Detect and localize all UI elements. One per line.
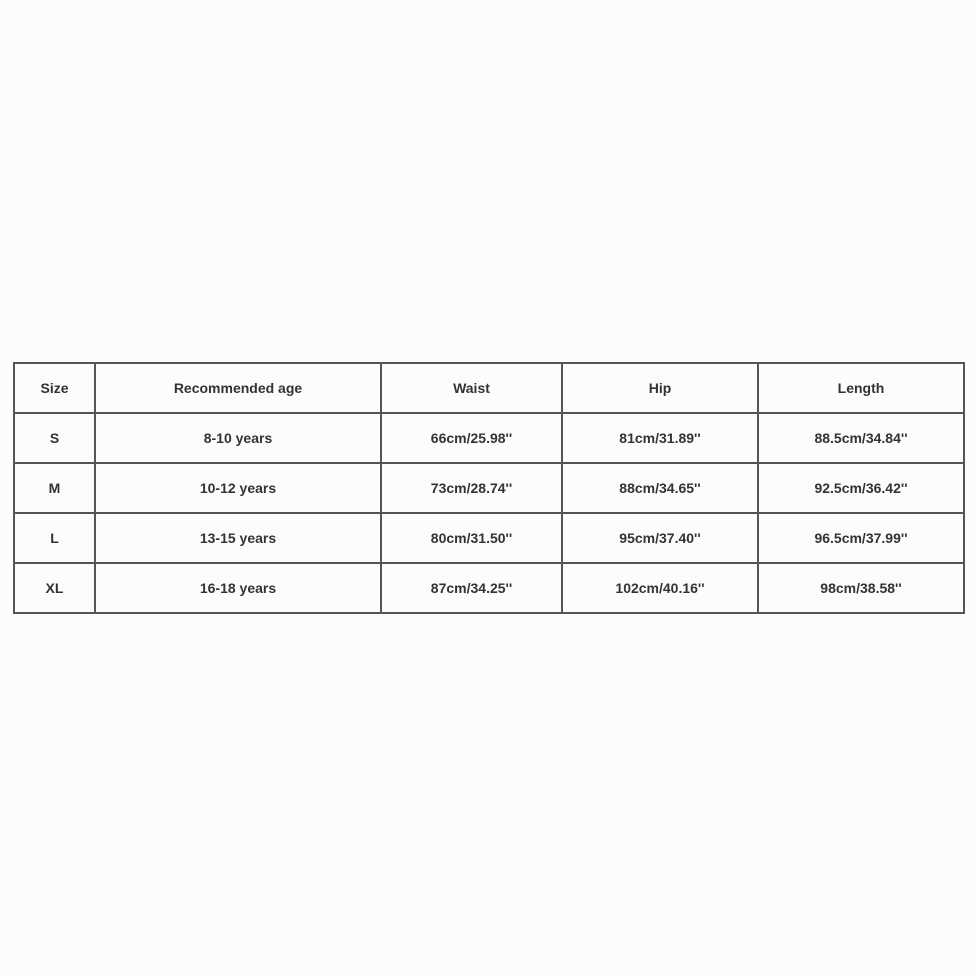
table-row — [14, 463, 964, 513]
table-row — [14, 563, 964, 613]
size-chart-table — [13, 362, 965, 614]
cell-waist: 73cm/28.74'' — [381, 463, 562, 513]
cell-waist: 87cm/34.25'' — [381, 563, 562, 613]
header-length: Length — [758, 363, 964, 413]
cell-hip: 102cm/40.16'' — [562, 563, 758, 613]
cell-size: L — [14, 513, 95, 563]
cell-hip: 95cm/37.40'' — [562, 513, 758, 563]
cell-length: 92.5cm/36.42'' — [758, 463, 964, 513]
header-waist: Waist — [381, 363, 562, 413]
cell-age: 10-12 years — [95, 463, 381, 513]
cell-waist: 80cm/31.50'' — [381, 513, 562, 563]
header-row — [14, 363, 964, 413]
cell-size: XL — [14, 563, 95, 613]
cell-length: 98cm/38.58'' — [758, 563, 964, 613]
cell-size: M — [14, 463, 95, 513]
table-row — [14, 513, 964, 563]
header-hip: Hip — [562, 363, 758, 413]
cell-age: 16-18 years — [95, 563, 381, 613]
header-recommended-age: Recommended age — [95, 363, 381, 413]
cell-age: 8-10 years — [95, 413, 381, 463]
cell-size: S — [14, 413, 95, 463]
cell-length: 88.5cm/34.84'' — [758, 413, 964, 463]
cell-hip: 81cm/31.89'' — [562, 413, 758, 463]
header-size: Size — [14, 363, 95, 413]
cell-waist: 66cm/25.98'' — [381, 413, 562, 463]
table-row — [14, 413, 964, 463]
cell-hip: 88cm/34.65'' — [562, 463, 758, 513]
cell-age: 13-15 years — [95, 513, 381, 563]
cell-length: 96.5cm/37.99'' — [758, 513, 964, 563]
